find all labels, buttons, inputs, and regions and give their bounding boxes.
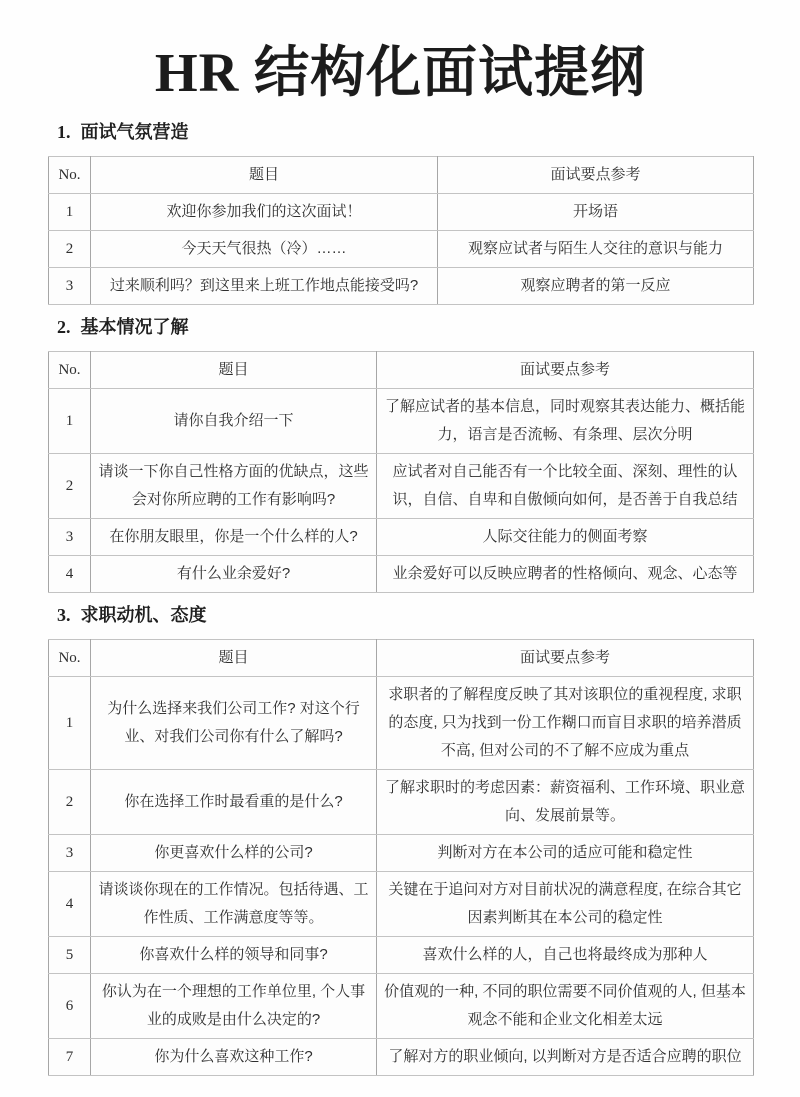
cell-reference: 开场语	[438, 194, 754, 231]
cell-no: 2	[49, 454, 91, 519]
cell-reference: 价值观的一种, 不同的职位需要不同价值观的人, 但基本观念不能和企业文化相差太远	[377, 974, 754, 1039]
section-heading	[48, 603, 753, 627]
cell-reference: 判断对方在本公司的适应可能和稳定性	[377, 835, 754, 872]
cell-reference: 喜欢什么样的人，自己也将最终成为那种人	[377, 937, 754, 974]
cell-no: 1	[49, 389, 91, 454]
table-row	[49, 194, 754, 231]
section-heading	[48, 120, 753, 144]
cell-reference: 业余爱好可以反映应聘者的性格倾向、观念、心态等	[377, 556, 754, 593]
cell-no: 3	[49, 835, 91, 872]
col-header-reference: 面试要点参考	[438, 157, 754, 194]
cell-reference: 求职者的了解程度反映了其对该职位的重视程度, 求职的态度, 只为找到一份工作糊口而盲目求职的培养潜质不高, 但对公司的不了解不应成为重点	[377, 677, 754, 770]
cell-question: 你为什么喜欢这种工作?	[91, 1039, 377, 1076]
cell-no: 4	[49, 556, 91, 593]
cell-no: 4	[49, 872, 91, 937]
cell-reference: 人际交往能力的侧面考察	[377, 519, 754, 556]
cell-question: 为什么选择来我们公司工作? 对这个行业、对我们公司你有什么了解吗?	[91, 677, 377, 770]
cell-question: 你更喜欢什么样的公司?	[91, 835, 377, 872]
table-row	[49, 872, 754, 937]
section-heading	[48, 315, 753, 339]
cell-question: 过来顺利吗？到这里来上班工作地点能接受吗?	[91, 268, 438, 305]
table-header-row	[49, 640, 754, 677]
col-header-no: No.	[49, 157, 91, 194]
section-2	[48, 315, 753, 593]
cell-question: 请谈谈你现在的工作情况。包括待遇、工作性质、工作满意度等等。	[91, 872, 377, 937]
col-header-reference: 面试要点参考	[377, 640, 754, 677]
cell-reference: 关键在于追问对方对目前状况的满意程度, 在综合其它因素判断其在本公司的稳定性	[377, 872, 754, 937]
section-number: 1.	[57, 122, 71, 142]
cell-question: 你认为在一个理想的工作单位里, 个人事业的成败是由什么决定的?	[91, 974, 377, 1039]
col-header-question: 题目	[91, 157, 438, 194]
section-table	[48, 156, 754, 305]
cell-reference: 应试者对自己能否有一个比较全面、深刻、理性的认识，自信、自卑和自傲倾向如何，是否善于自我总结	[377, 454, 754, 519]
cell-no: 7	[49, 1039, 91, 1076]
cell-no: 1	[49, 677, 91, 770]
cell-question: 请谈一下你自己性格方面的优缺点，这些会对你所应聘的工作有影响吗?	[91, 454, 377, 519]
table-row	[49, 974, 754, 1039]
sections-container	[48, 120, 753, 1076]
table-body	[49, 194, 754, 305]
cell-question: 有什么业余爱好?	[91, 556, 377, 593]
table-row	[49, 556, 754, 593]
col-header-no: No.	[49, 640, 91, 677]
col-header-reference: 面试要点参考	[377, 352, 754, 389]
cell-no: 3	[49, 268, 91, 305]
col-header-no: No.	[49, 352, 91, 389]
table-row	[49, 770, 754, 835]
section-1	[48, 120, 753, 305]
table-body	[49, 389, 754, 593]
table-header-row	[49, 157, 754, 194]
table-row	[49, 389, 754, 454]
table-row	[49, 937, 754, 974]
section-number: 3.	[57, 605, 71, 625]
cell-reference: 了解对方的职业倾向, 以判断对方是否适合应聘的职位	[377, 1039, 754, 1076]
table-row	[49, 835, 754, 872]
cell-no: 5	[49, 937, 91, 974]
section-title: 基本情况了解	[80, 317, 189, 337]
page-title: HR 结构化面试提纲	[154, 42, 647, 103]
col-header-question: 题目	[91, 640, 377, 677]
cell-question: 欢迎你参加我们的这次面试！	[91, 194, 438, 231]
section-title: 求职动机、态度	[80, 605, 207, 625]
cell-question: 今天天气很热（冷）……	[91, 231, 438, 268]
section-table	[48, 351, 754, 593]
section-title: 面试气氛营造	[80, 122, 189, 142]
cell-reference: 了解求职时的考虑因素：薪资福利、工作环境、职业意向、发展前景等。	[377, 770, 754, 835]
table-row	[49, 231, 754, 268]
section-table	[48, 639, 754, 1076]
cell-reference: 观察应聘者的第一反应	[438, 268, 754, 305]
cell-no: 2	[49, 231, 91, 268]
cell-reference: 了解应试者的基本信息，同时观察其表达能力、概括能力，语言是否流畅、有条理、层次分明	[377, 389, 754, 454]
col-header-question: 题目	[91, 352, 377, 389]
cell-reference: 观察应试者与陌生人交往的意识与能力	[438, 231, 754, 268]
cell-no: 3	[49, 519, 91, 556]
table-row	[49, 1039, 754, 1076]
cell-question: 请你自我介绍一下	[91, 389, 377, 454]
cell-question: 你在选择工作时最看重的是什么?	[91, 770, 377, 835]
cell-no: 1	[49, 194, 91, 231]
cell-question: 你喜欢什么样的领导和同事?	[91, 937, 377, 974]
table-header-row	[49, 352, 754, 389]
table-row	[49, 268, 754, 305]
cell-no: 6	[49, 974, 91, 1039]
table-row	[49, 677, 754, 770]
cell-no: 2	[49, 770, 91, 835]
table-body	[49, 677, 754, 1076]
section-number: 2.	[57, 317, 71, 337]
section-3	[48, 603, 753, 1076]
table-row	[49, 454, 754, 519]
table-row	[49, 519, 754, 556]
cell-question: 在你朋友眼里，你是一个什么样的人?	[91, 519, 377, 556]
